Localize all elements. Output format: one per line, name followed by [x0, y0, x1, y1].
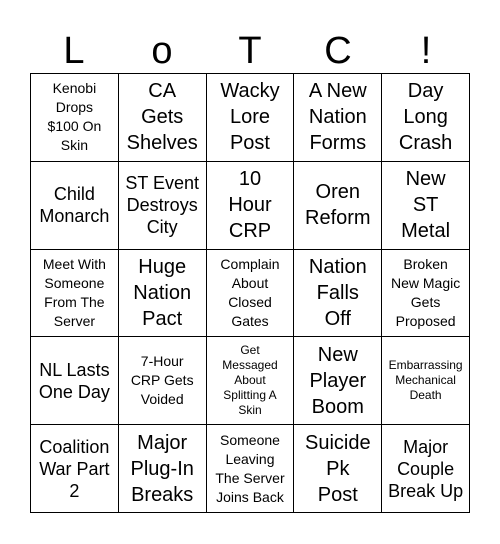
cell-text: Meet With Someone From The Server: [42, 255, 106, 329]
bingo-cell[interactable]: [31, 162, 119, 250]
cell-text: Complain About Closed Gates: [220, 255, 280, 329]
cell-text: Major Plug-In Breaks: [130, 431, 194, 506]
bingo-grid: [30, 73, 470, 513]
cell-text: Suicide Pk Post: [304, 431, 371, 506]
bingo-cell[interactable]: [31, 337, 119, 425]
cell-text: Major Couple Break Up: [388, 436, 464, 501]
cell-text: Wacky Lore Post: [220, 80, 280, 155]
cell-text: 10 Hour CRP: [228, 168, 272, 243]
bingo-cell[interactable]: [207, 74, 295, 162]
bingo-cell[interactable]: [31, 425, 119, 513]
cell-text: Day Long Crash: [398, 80, 453, 155]
bingo-cell[interactable]: [294, 74, 382, 162]
bingo-cell[interactable]: [119, 74, 207, 162]
cell-text: CA Gets Shelves: [126, 80, 198, 155]
cell-text: Embarrassing Mechanical Death: [388, 358, 463, 403]
bingo-cell[interactable]: [207, 425, 295, 513]
bingo-cell[interactable]: [119, 250, 207, 338]
cell-text: New Player Boom: [309, 343, 367, 418]
cell-text: New ST Metal: [401, 168, 451, 243]
bingo-cell[interactable]: [207, 250, 295, 338]
cell-text: A New Nation Forms: [308, 80, 367, 155]
bingo-cell[interactable]: [294, 250, 382, 338]
bingo-title: [30, 30, 470, 72]
title-letter: L: [63, 30, 85, 72]
bingo-cell[interactable]: [119, 337, 207, 425]
bingo-cell[interactable]: [31, 74, 119, 162]
cell-text: Broken New Magic Gets Proposed: [390, 255, 461, 329]
cell-text: NL Lasts One Day: [38, 359, 110, 402]
cell-text: Child Monarch: [39, 184, 110, 227]
bingo-cell[interactable]: [382, 162, 470, 250]
title-letter: C: [324, 30, 352, 72]
cell-text: Kenobi Drops $100 On Skin: [47, 80, 102, 154]
cell-text: Coalition War Part 2: [39, 436, 110, 501]
bingo-cell[interactable]: [119, 162, 207, 250]
cell-text: Get Messaged About Splitting A Skin: [222, 343, 278, 418]
bingo-cell[interactable]: [207, 162, 295, 250]
title-letter: o: [151, 30, 173, 72]
bingo-cell[interactable]: [382, 425, 470, 513]
cell-text: Someone Leaving The Server Joins Back: [215, 431, 285, 505]
bingo-cell[interactable]: [294, 337, 382, 425]
bingo-cell[interactable]: [382, 250, 470, 338]
bingo-cell[interactable]: [294, 162, 382, 250]
bingo-cell[interactable]: [207, 337, 295, 425]
cell-text: Huge Nation Pact: [133, 255, 192, 330]
cell-text: Oren Reform: [305, 181, 371, 230]
bingo-cell[interactable]: [382, 337, 470, 425]
bingo-cell[interactable]: [119, 425, 207, 513]
title-letter: !: [420, 30, 432, 72]
bingo-cell[interactable]: [382, 74, 470, 162]
cell-text: 7-Hour CRP Gets Voided: [130, 353, 194, 408]
cell-text: ST Event Destroys City: [125, 173, 200, 238]
cell-text: Nation Falls Off: [308, 255, 367, 330]
bingo-cell[interactable]: [294, 425, 382, 513]
bingo-cell[interactable]: [31, 250, 119, 338]
title-letter: T: [238, 30, 262, 72]
